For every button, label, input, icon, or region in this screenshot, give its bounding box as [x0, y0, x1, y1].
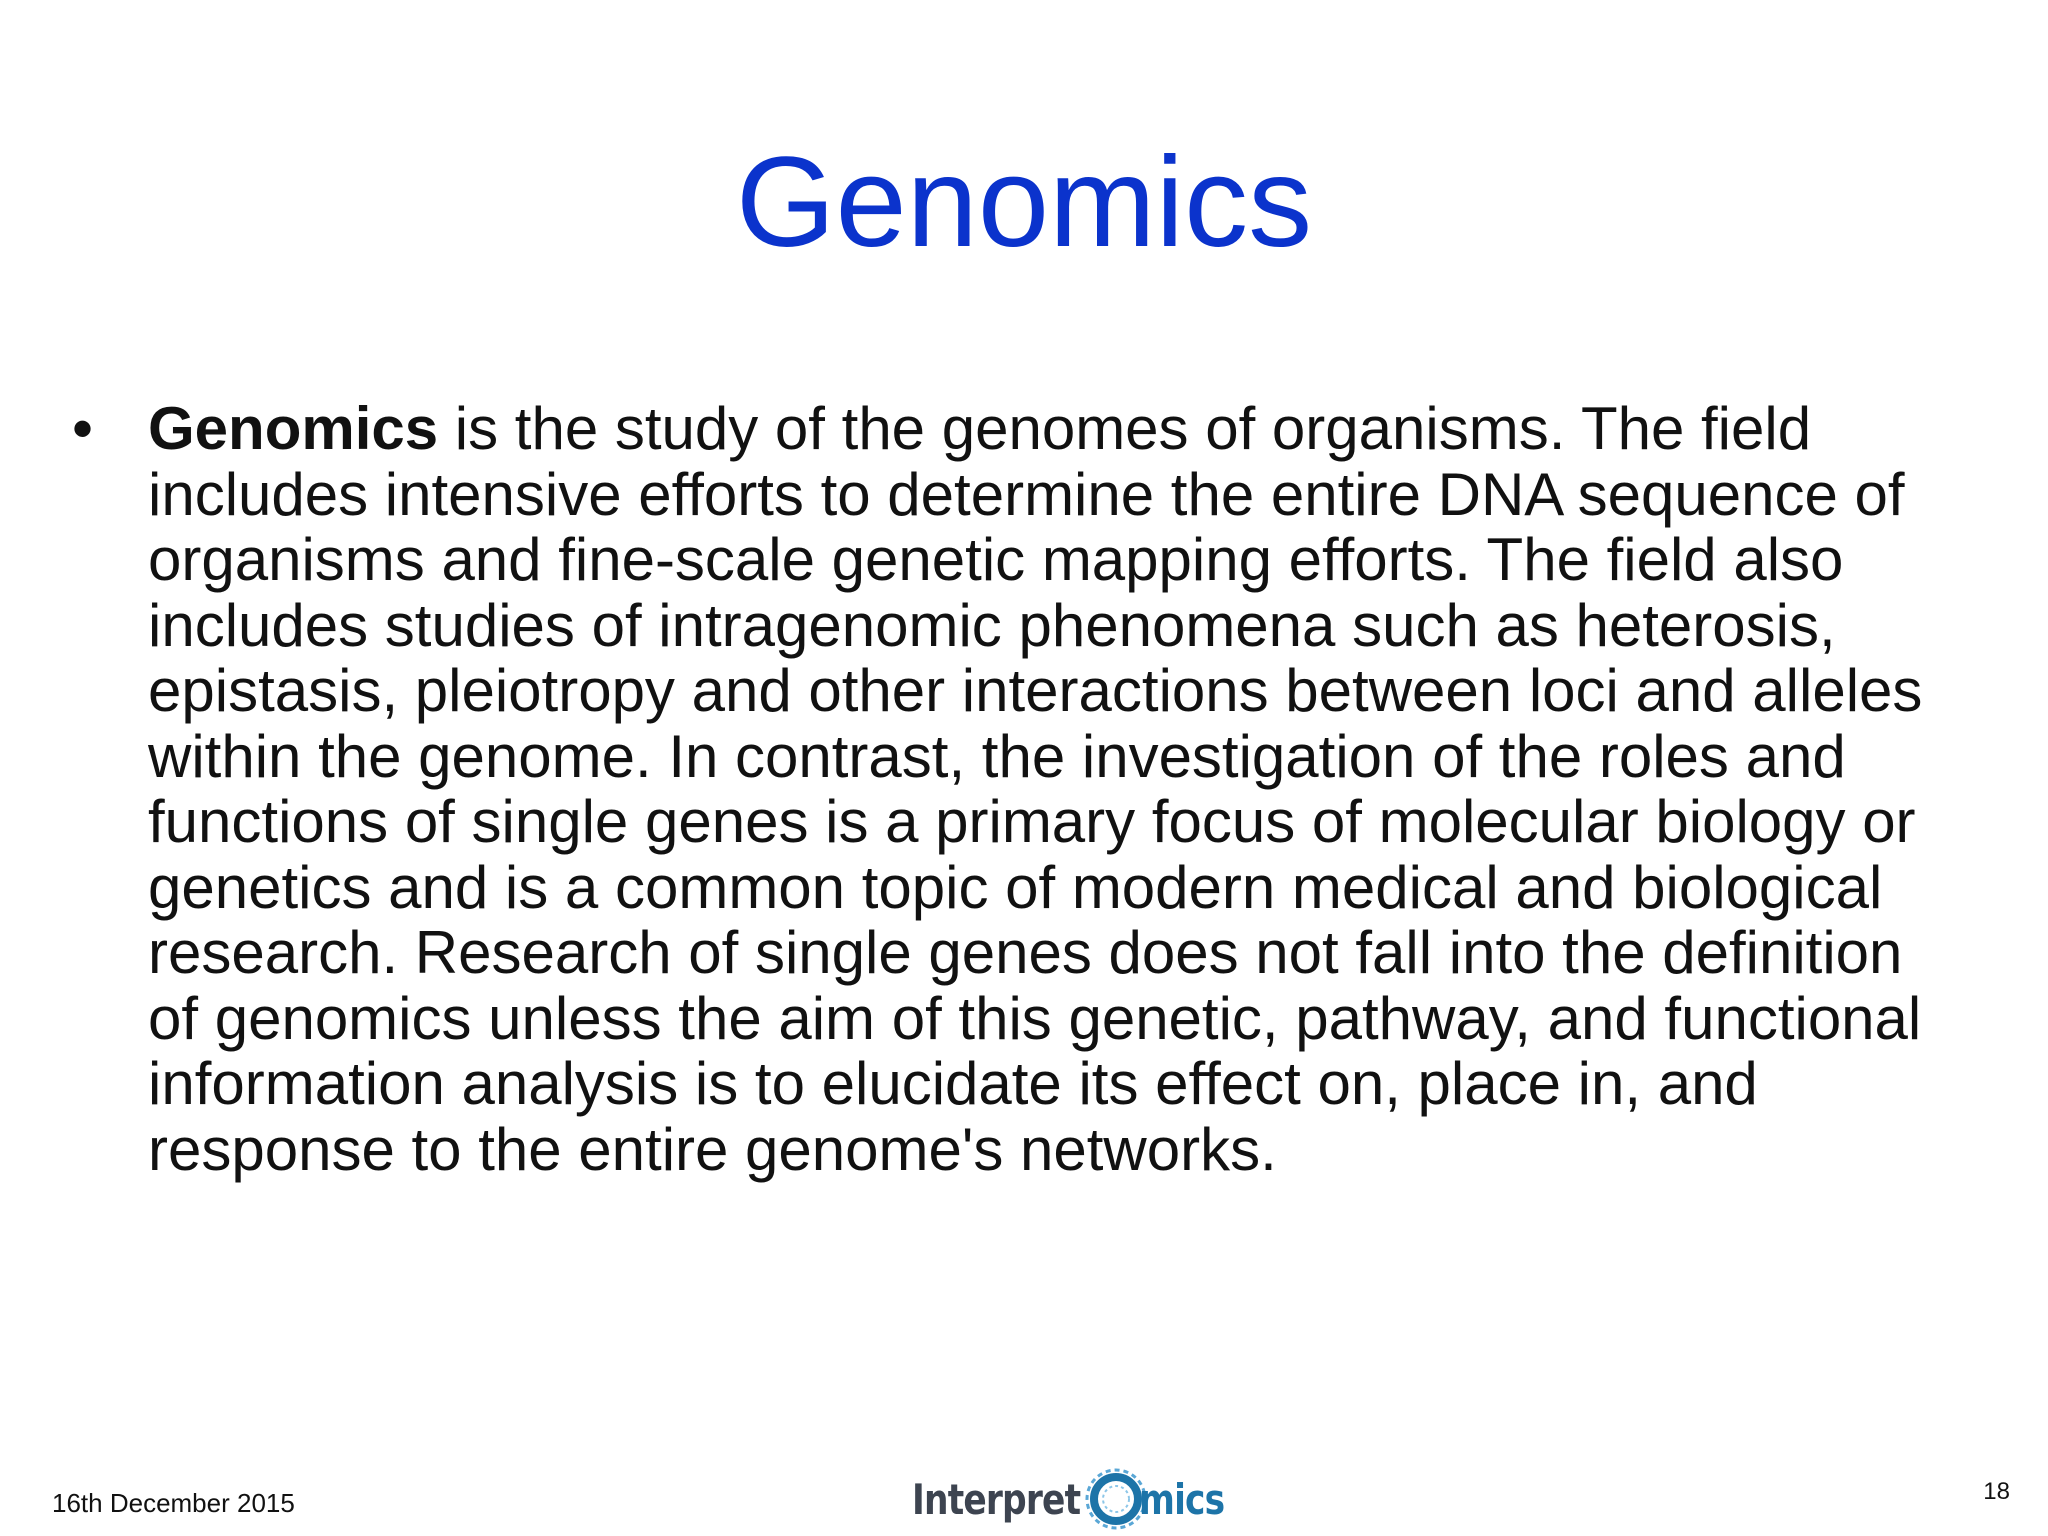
- footer-date: 16th December 2015: [52, 1488, 295, 1518]
- page-number: 18: [1983, 1478, 2010, 1505]
- bullet-icon: •: [72, 395, 94, 462]
- bullet-list: [68, 396, 1968, 1182]
- bullet-body: is the study of the genomes of organisms. The field includes intensive efforts to determine the entire DNA sequence of organisms and fine-scale genetic mapping efforts. The field also includes studies of intragenomic phenomena such as heterosis, epistasis, pleiotropy and other interactions between loci and alleles within the genome. In contrast, the investigation of the roles and functions of single genes is a primary focus of molecular biology or genetics and is a common topic of modern medical and biological research. Research of single genes does not fall into the definition of genomics unless the aim of this genetic, pathway, and functional information analysis is to elucidate its effect on, place in, and response to the entire genome's networks.: [148, 395, 1923, 1183]
- bullet-item: [68, 396, 1968, 1182]
- interpretomics-logo: [912, 1462, 1243, 1536]
- bullet-text: [148, 396, 1968, 1182]
- logo-text-left: Interpret: [912, 1474, 1081, 1524]
- logo-text-right: mics: [1139, 1474, 1225, 1524]
- bullet-term: Genomics: [148, 395, 439, 462]
- slide-title: Genomics: [735, 131, 1313, 274]
